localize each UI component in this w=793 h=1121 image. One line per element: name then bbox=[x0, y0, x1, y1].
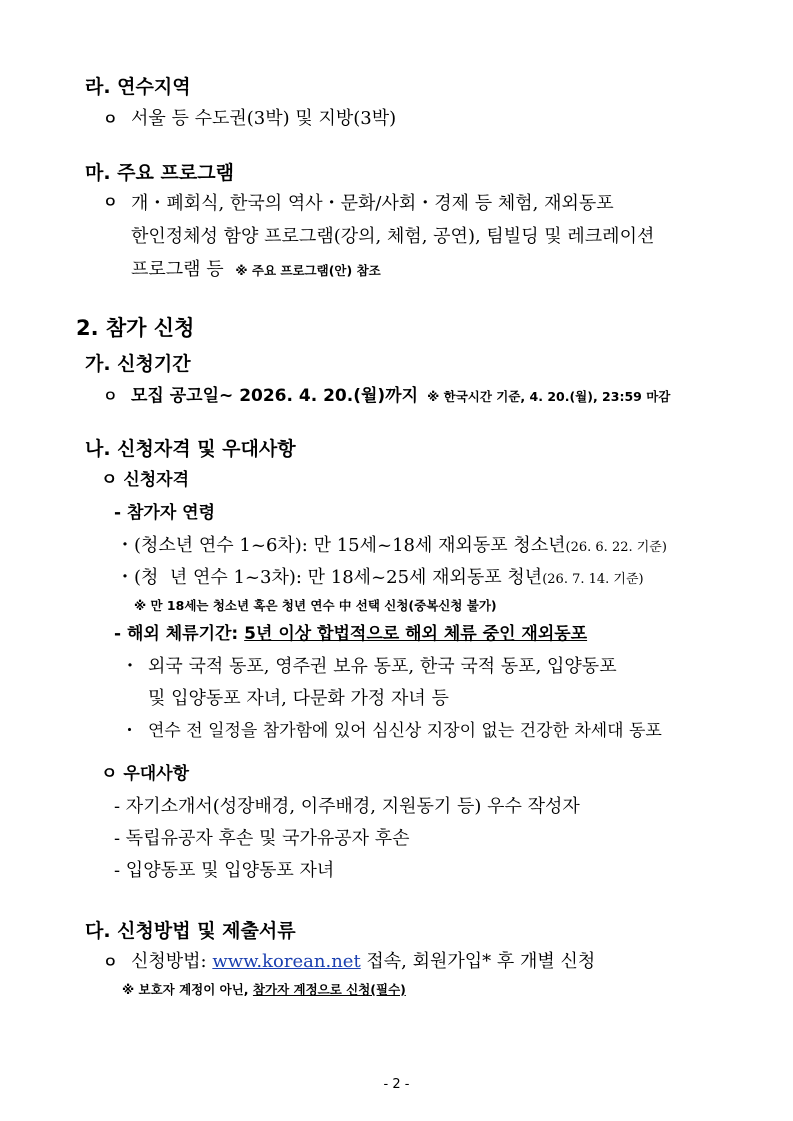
age-youth-date: (26. 6. 22. 기준) bbox=[565, 540, 667, 555]
program-line-1 bbox=[103, 195, 716, 213]
bullet-circle: ㅇ bbox=[103, 193, 118, 211]
section-da-heading: 다. 신청방법 및 제출서류 bbox=[85, 920, 296, 942]
types-line-1 bbox=[121, 658, 715, 676]
preference-item-1: - 자기소개서(성장배경, 이주배경, 지원동기 등) 우수 작성자 bbox=[114, 796, 580, 817]
preference-item-3: - 입양동포 및 입양동포 자녀 bbox=[114, 860, 335, 881]
age-adult-text: ・(청 년 연수 1~3차): 만 18세~25세 재외동포 청년 bbox=[116, 567, 543, 588]
dot-bullet: ・ bbox=[121, 721, 138, 741]
method-note bbox=[122, 984, 406, 997]
page-number: - 2 - bbox=[383, 1077, 410, 1092]
types-text-1: 외국 국적 동포, 영주권 보유 동포, 한국 국적 동포, 입양동포 bbox=[148, 656, 617, 677]
period-note: ※ 한국시간 기준, 4. 20.(월), 23:59 마감 bbox=[427, 389, 671, 404]
health-line bbox=[121, 723, 662, 740]
section-ra-heading: 라. 연수지역 bbox=[85, 76, 191, 98]
section-ra-item bbox=[103, 110, 396, 128]
period-line bbox=[103, 388, 670, 405]
age-heading: - 참가자 연령 bbox=[114, 503, 216, 523]
region-text: 서울 등 수도권(3박) 및 지방(3박) bbox=[131, 108, 397, 129]
method-line bbox=[103, 953, 595, 971]
method-suffix: 접속, 회원가입* 후 개별 신청 bbox=[360, 951, 596, 972]
preference-item-2: - 독립유공자 후손 및 국가유공자 후손 bbox=[114, 828, 410, 849]
dot-bullet: ・ bbox=[121, 656, 139, 677]
qualification-heading: ㅇ 신청자격 bbox=[101, 470, 190, 490]
preference-heading: ㅇ 우대사항 bbox=[101, 764, 190, 784]
age-adult-date: (26. 7. 14. 기준) bbox=[542, 572, 644, 587]
method-note-text: ※ 보호자 계정이 아닌, bbox=[122, 982, 253, 997]
method-label: 신청방법: bbox=[131, 951, 213, 972]
stay-line bbox=[114, 626, 587, 643]
program-text-1: 개・폐회식, 한국의 역사・문화/사회・경제 등 체험, 재외동포 bbox=[131, 193, 614, 214]
section-ma-heading: 마. 주요 프로그램 bbox=[85, 162, 234, 184]
stay-value: 5년 이상 합법적으로 해외 체류 중인 재외동포 bbox=[244, 624, 588, 644]
method-note-underlined: 참가자 계정으로 신청(필수) bbox=[252, 982, 406, 997]
program-line-2: 한인정체성 함양 프로그램(강의, 체험, 공연), 팀빌딩 및 레크레이션 bbox=[131, 226, 655, 247]
section-ga-heading: 가. 신청기간 bbox=[85, 353, 191, 375]
types-line-2: 및 입양동포 자녀, 다문화 가정 자녀 등 bbox=[148, 688, 449, 709]
korean-net-link[interactable]: www.korean.net bbox=[212, 951, 361, 972]
age-line-youth bbox=[116, 537, 667, 555]
health-text: 연수 전 일정을 참가함에 있어 심신상 지장이 없는 건강한 차세대 동포 bbox=[148, 721, 662, 741]
program-note: ※ 주요 프로그램(안) 참조 bbox=[235, 263, 381, 278]
bullet-circle: ㅇ bbox=[103, 387, 118, 405]
section-2-title: 2. 참가 신청 bbox=[76, 316, 195, 340]
age-youth-text: ・(청소년 연수 1~6차): 만 15세~18세 재외동포 청소년 bbox=[116, 535, 566, 556]
program-text-3: 프로그램 등 bbox=[131, 259, 224, 280]
program-line-3 bbox=[131, 261, 381, 279]
stay-label: - 해외 체류기간: bbox=[114, 624, 245, 644]
bullet-circle: ㅇ bbox=[103, 953, 118, 971]
section-na-heading: 나. 신청자격 및 우대사항 bbox=[85, 438, 296, 460]
bullet-circle: ㅇ bbox=[103, 110, 118, 128]
period-text: 모집 공고일~ 2026. 4. 20.(월)까지 bbox=[131, 386, 419, 406]
age-note: ※ 만 18세는 청소년 혹은 청년 연수 中 선택 신청(중복신청 불가) bbox=[134, 598, 497, 613]
age-line-adult bbox=[116, 569, 644, 587]
